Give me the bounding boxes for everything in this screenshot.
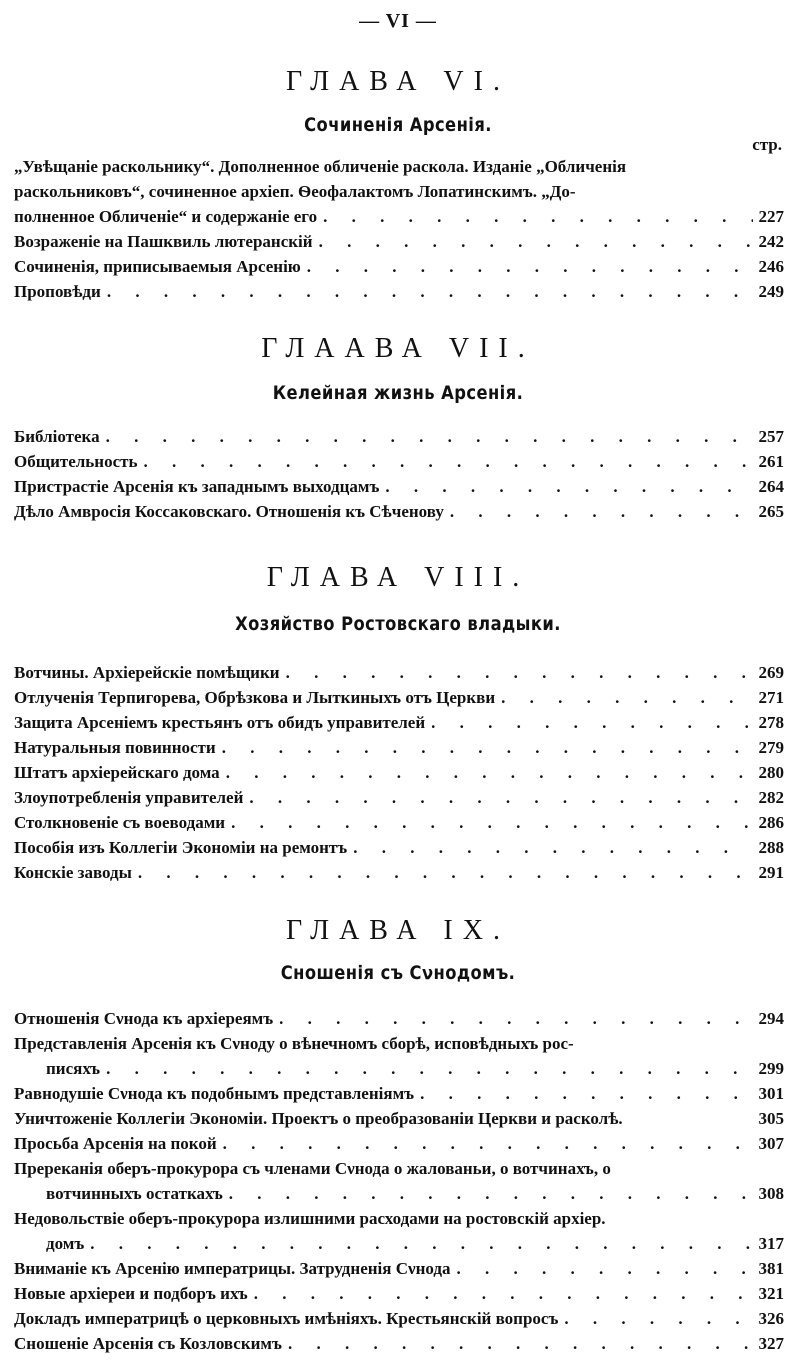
entry-page: 242 — [758, 232, 784, 251]
entry-page: 257 — [758, 427, 784, 446]
toc-entry — [14, 424, 784, 449]
entry-text: писяхъ — [46, 1059, 101, 1078]
entry-line: Представленія Арсенія къ Сνноду о вѣнечномъ сборѣ, исповѣдныхъ рос- — [14, 1034, 574, 1053]
entry-page: 286 — [758, 813, 784, 832]
toc-entry — [14, 860, 784, 885]
dot-leader — [313, 229, 753, 254]
toc-entry — [14, 1106, 784, 1131]
entry-text: Сочиненія, приписываемыя Арсенію — [14, 257, 301, 276]
entry-text: Докладъ императрицѣ о церковныхъ имѣніяхъ. Крестьянскій вопросъ — [14, 1309, 559, 1328]
entry-page: 265 — [758, 502, 784, 521]
entry-line: Недовольствіе оберъ-прокурора излишними расходами на ростовскій архіер. — [14, 1209, 606, 1228]
dot-leader — [451, 1256, 753, 1281]
dot-leader — [347, 835, 752, 860]
entry-text: Просьба Арсенія на покой — [14, 1134, 217, 1153]
toc-entry — [14, 154, 784, 229]
entry-text: Новые архіереи и подборъ ихъ — [14, 1284, 248, 1303]
dot-leader — [273, 1006, 752, 1031]
dot-leader — [317, 204, 752, 229]
toc-entry — [14, 1281, 784, 1306]
entry-page: 301 — [758, 1084, 784, 1103]
entry-page: 327 — [758, 1334, 784, 1353]
toc-entry — [14, 499, 784, 524]
entry-text: Столкновеніе съ воеводами — [14, 813, 226, 832]
dot-leader — [301, 254, 753, 279]
toc-entry — [14, 1081, 784, 1106]
entry-text: домъ — [46, 1234, 85, 1253]
chapter-title-7: Келейная жизнь Арсенія. — [272, 382, 524, 404]
toc-entry — [14, 1131, 784, 1156]
entry-page: 299 — [758, 1059, 784, 1078]
entry-page: 279 — [758, 738, 784, 757]
toc-entry — [14, 735, 784, 760]
entry-page: 326 — [758, 1309, 784, 1328]
entry-text: Конскіе заводы — [14, 863, 132, 882]
dot-leader — [216, 735, 753, 760]
chapter-heading-9: ГЛАВА IX. — [286, 915, 510, 946]
entry-page: 321 — [758, 1284, 784, 1303]
entry-page: 246 — [758, 257, 784, 276]
toc-entry — [14, 1031, 784, 1081]
entry-text: Злоупотребленія управителей — [14, 788, 244, 807]
chapter-title-8: Хозяйство Ростовскаго владыки. — [235, 613, 561, 635]
toc-entry — [14, 710, 784, 735]
entry-page: 280 — [758, 763, 784, 782]
dot-leader — [248, 1281, 753, 1306]
entry-text: Пособія изъ Коллегіи Экономіи на ремонтъ — [14, 838, 348, 857]
entry-text: полненное Обличеніе“ и содержаніе его — [14, 207, 318, 226]
entry-page: 294 — [758, 1009, 784, 1028]
entry-text: Дѣло Амвросія Коссаковскаго. Отношенія къ Сѣченову — [14, 502, 444, 521]
chapter-title-6: Сочиненія Арсенія. — [304, 114, 492, 136]
entry-text: Сношеніе Арсенія съ Козловскимъ — [14, 1334, 282, 1353]
toc-entry — [14, 1156, 784, 1206]
entry-text: Общительность — [14, 452, 138, 471]
dot-leader — [425, 710, 752, 735]
toc-entry — [14, 1306, 784, 1331]
entry-line: раскольниковъ“, сочиненное архіеп. Ѳеофалактомъ Лопатинскимъ. „До- — [14, 182, 576, 201]
toc-entry — [14, 229, 784, 254]
entry-text: Отлученія Терпигорева, Обрѣзкова и Лыткиныхъ отъ Церкви — [14, 688, 496, 707]
entry-text: Штатъ архіерейскаго дома — [14, 763, 220, 782]
toc-entry — [14, 279, 784, 304]
entry-page: 264 — [758, 477, 784, 496]
entry-text: Пристрастіе Арсенія къ западнымъ выходцамъ — [14, 477, 380, 496]
entry-page: 317 — [758, 1234, 784, 1253]
toc-entry — [14, 760, 784, 785]
entry-text: Натуральныя повинности — [14, 738, 216, 757]
toc-entry — [14, 810, 784, 835]
entry-page: 288 — [758, 838, 784, 857]
toc-entry — [14, 449, 784, 474]
entry-page: 282 — [758, 788, 784, 807]
entry-text: Вниманіе къ Арсенію императрицы. Затрудненія Сνнода — [14, 1259, 451, 1278]
entry-page: 307 — [758, 1134, 784, 1153]
dot-leader — [132, 860, 753, 885]
toc-entry — [14, 1256, 784, 1281]
column-label: стр. — [752, 135, 782, 154]
entry-text: Отношенія Сνнода къ архіереямъ — [14, 1009, 274, 1028]
entry-text: Проповѣди — [14, 282, 101, 301]
dot-leader — [444, 499, 753, 524]
toc-entry — [14, 474, 784, 499]
entry-page: 249 — [758, 282, 784, 301]
entry-page: 269 — [758, 663, 784, 682]
entry-text: Возраженіе на Пашквиль лютеранскій — [14, 232, 313, 251]
entry-page: 278 — [758, 713, 784, 732]
dot-leader — [223, 1181, 753, 1206]
dot-leader — [225, 810, 752, 835]
dot-leader — [495, 685, 752, 710]
chapter-heading-7: ГЛААВА VII. — [261, 333, 535, 364]
entry-text: Вотчины. Архіерейскіе помѣщики — [14, 663, 280, 682]
toc-entry — [14, 785, 784, 810]
dot-leader — [100, 424, 753, 449]
dot-leader — [379, 474, 752, 499]
entry-text: Уничтоженіе Коллегіи Экономіи. Проектъ о преобразованіи Церкви и расколѣ. — [14, 1109, 623, 1128]
entry-line: „Увѣщаніе раскольнику“. Дополненное обличеніе раскола. Изданіе „Обличенія — [14, 157, 627, 176]
dot-leader — [84, 1231, 752, 1256]
entry-page: 308 — [758, 1184, 784, 1203]
page-number: — VI — — [359, 10, 437, 32]
dot-leader — [414, 1081, 752, 1106]
entry-page: 227 — [758, 207, 784, 226]
entry-text: Библіотека — [14, 427, 100, 446]
chapter-heading-6: ГЛАВА VI. — [286, 66, 510, 97]
toc-entry — [14, 1331, 784, 1356]
entry-page: 261 — [758, 452, 784, 471]
dot-leader — [217, 1131, 753, 1156]
toc-entry — [14, 835, 784, 860]
entry-text: вотчинныхъ остаткахъ — [46, 1184, 223, 1203]
entry-text: Равнодушіе Сνнода къ подобнымъ представленіямъ — [14, 1084, 415, 1103]
chapter-heading-8: ГЛАВА VIII. — [266, 562, 530, 593]
toc-entry — [14, 1006, 784, 1031]
dot-leader — [243, 785, 752, 810]
entry-page: 271 — [758, 688, 784, 707]
dot-leader — [282, 1331, 753, 1356]
toc-entry — [14, 254, 784, 279]
entry-text: Защита Арсеніемъ крестьянъ отъ обидъ управителей — [14, 713, 426, 732]
dot-leader — [100, 1056, 752, 1081]
entry-page: 291 — [758, 863, 784, 882]
dot-leader — [558, 1306, 752, 1331]
toc-entry — [14, 685, 784, 710]
dot-leader — [280, 660, 753, 685]
chapter-title-9: Сношенія съ Сνнодомъ. — [280, 962, 516, 984]
entry-page: 381 — [758, 1259, 784, 1278]
dot-leader — [220, 760, 753, 785]
dot-leader — [137, 449, 752, 474]
toc-entry — [14, 1206, 784, 1256]
dot-leader — [101, 279, 753, 304]
entry-page: 305 — [758, 1109, 784, 1128]
toc-entry — [14, 660, 784, 685]
entry-line: Пререканія оберъ-прокурора съ членами Сνнода о жалованьи, о вотчинахъ, о — [14, 1159, 611, 1178]
